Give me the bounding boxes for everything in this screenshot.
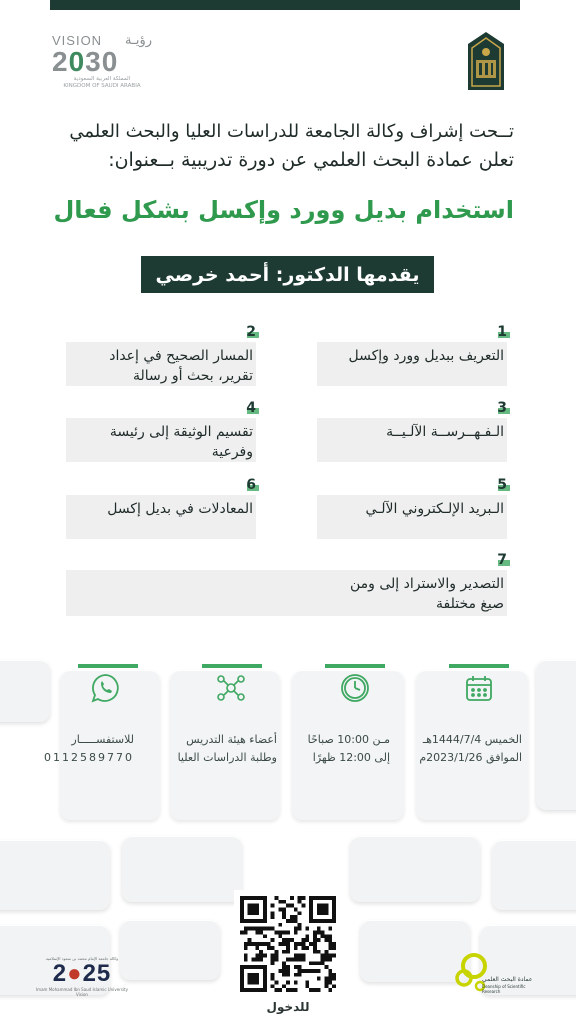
people-network-icon bbox=[215, 672, 247, 704]
intro-line-1: تــحت إشراف وكالة الجامعة للدراسات العليا والبحث العلمي bbox=[69, 121, 514, 142]
date-hijri: الخميس 1444/7/4هـ bbox=[422, 733, 522, 746]
date-accent bbox=[449, 664, 509, 668]
inquiry-accent bbox=[78, 664, 138, 668]
time-info bbox=[278, 731, 390, 767]
vision-word: VISION bbox=[52, 32, 103, 48]
deanship-logo bbox=[452, 952, 542, 996]
topic-3 bbox=[317, 400, 507, 462]
qr-caption: للدخول bbox=[266, 1000, 310, 1014]
audience-line-1: أعضاء هيئة التدريس bbox=[186, 733, 277, 746]
inquiry-label: للاستفســـــار bbox=[71, 733, 134, 746]
audience-accent bbox=[202, 664, 262, 668]
topic-text: المسار الصحيح في إعداد تقرير، بحث أو رسالة bbox=[66, 342, 256, 386]
topic-2 bbox=[66, 324, 256, 386]
topic-text: المعادلات في بديل إكسل bbox=[66, 495, 256, 539]
date-gregorian: الموافق 2023/1/26م bbox=[419, 751, 522, 764]
deanship-name-en: Deanship of Scientific Research bbox=[482, 984, 526, 994]
logo-2025-caption: وكالة جامعة الإمام محمد بن سعود الإسلامية bbox=[45, 956, 119, 961]
vision-year: 2030 bbox=[52, 46, 119, 77]
topic-number: 2 bbox=[246, 324, 256, 340]
topic-number: 5 bbox=[497, 477, 507, 493]
topic-number: 4 bbox=[246, 400, 256, 416]
qr-code[interactable] bbox=[234, 890, 342, 998]
topic-number: 1 bbox=[497, 324, 507, 340]
topic-4 bbox=[66, 400, 256, 462]
presenter-banner: يقدمها الدكتور: أحمد خرصي bbox=[141, 256, 434, 293]
intro-text bbox=[40, 118, 514, 175]
date-info bbox=[410, 731, 522, 767]
topic-text: تقسيم الوثيقة إلى رئيسة وفرعية bbox=[66, 418, 256, 462]
topic-text: التصدير والاستراد إلى ومن صيغ مختلفة bbox=[66, 570, 507, 616]
logo-2025-caption-en: Imam Mohammad Ibn Saud Islamic University Vision bbox=[36, 987, 128, 997]
topic-7 bbox=[66, 552, 507, 616]
logo-2025 bbox=[34, 956, 130, 996]
deanship-name-ar: عمادة البحث العلمي bbox=[482, 976, 533, 983]
inquiry-info bbox=[22, 731, 134, 767]
clock-icon bbox=[339, 672, 371, 704]
inquiry-phone[interactable]: 0112589770 bbox=[44, 751, 134, 764]
time-start: مـن 10:00 صباحًا bbox=[307, 733, 390, 746]
vision-2030-logo bbox=[52, 32, 152, 94]
calendar-icon bbox=[463, 672, 495, 704]
audience-line-2: وطلبة الدراسات العليا bbox=[177, 751, 277, 764]
time-accent bbox=[325, 664, 385, 668]
topic-number: 6 bbox=[246, 477, 256, 493]
topic-text: الـبريد الإلـكتروني الآلـي bbox=[317, 495, 507, 539]
audience-info bbox=[165, 731, 277, 767]
whatsapp-icon bbox=[90, 672, 122, 704]
time-end: إلى 12:00 ظهرًا bbox=[312, 751, 390, 764]
topic-number: 7 bbox=[497, 552, 507, 568]
topic-number: 3 bbox=[497, 400, 507, 416]
topic-5 bbox=[317, 477, 507, 539]
university-logo bbox=[464, 30, 508, 92]
topic-6 bbox=[66, 477, 256, 539]
topic-text: الـفـهــرســة الآلـيــة bbox=[317, 418, 507, 462]
topic-text: التعريف ببديل وورد وإكسل bbox=[317, 342, 507, 386]
top-bar bbox=[50, 0, 520, 10]
vision-arabic: رؤيـة bbox=[125, 32, 152, 47]
course-title: استخدام بديل وورد وإكسل بشكل فعال bbox=[53, 196, 514, 224]
vision-country-en: KINGDOM OF SAUDI ARABIA bbox=[63, 83, 141, 89]
intro-line-2: تعلن عمادة البحث العلمي عن دورة تدريبية بــعنوان: bbox=[108, 149, 514, 171]
vision-country-ar: المملكة العربية السعودية bbox=[73, 76, 131, 82]
topic-1 bbox=[317, 324, 507, 386]
logo-2025-year: 2●25 bbox=[52, 960, 112, 987]
